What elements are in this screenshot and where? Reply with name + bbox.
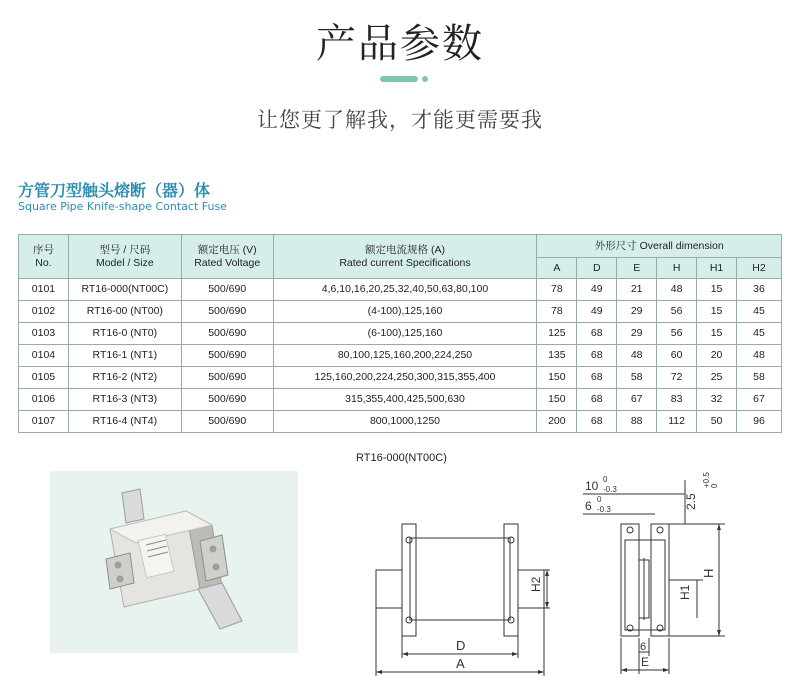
- header-dim-d: D: [577, 258, 617, 279]
- cell-d: 68: [577, 323, 617, 345]
- cell-voltage: 500/690: [181, 345, 273, 367]
- cell-a: 78: [537, 301, 577, 323]
- side-tol-10-lower: -0.3: [603, 485, 617, 494]
- cell-a: 150: [537, 389, 577, 411]
- cell-h1: 15: [697, 323, 737, 345]
- cell-h: 112: [657, 411, 697, 433]
- side-dim-10: 10: [585, 479, 599, 493]
- side-view-drawing: [575, 470, 735, 682]
- side-tol-6-upper: 0: [597, 495, 602, 504]
- cell-d: 49: [577, 279, 617, 301]
- cell-no: 0102: [19, 301, 69, 323]
- side-tol-25-lower: 0: [710, 483, 719, 488]
- cell-a: 150: [537, 367, 577, 389]
- table-row: [19, 279, 782, 301]
- cell-e: 67: [617, 389, 657, 411]
- cell-h2: 96: [737, 411, 782, 433]
- header-dim-h2: H2: [737, 258, 782, 279]
- table-row: [19, 345, 782, 367]
- table-row: [19, 367, 782, 389]
- header-no: 序号 No.: [19, 235, 69, 279]
- header-dim-h1: H1: [697, 258, 737, 279]
- side-dim-e: E: [641, 655, 650, 669]
- cell-model: RT16-00 (NT00): [68, 301, 181, 323]
- cell-h2: 36: [737, 279, 782, 301]
- header-dim-h: H: [657, 258, 697, 279]
- cell-no: 0101: [19, 279, 69, 301]
- cell-e: 29: [617, 323, 657, 345]
- cell-d: 68: [577, 389, 617, 411]
- spec-table: [18, 234, 782, 433]
- cell-h1: 15: [697, 279, 737, 301]
- side-tol-6-lower: -0.3: [597, 505, 611, 514]
- cell-e: 48: [617, 345, 657, 367]
- cell-e: 58: [617, 367, 657, 389]
- cell-no: 0106: [19, 389, 69, 411]
- cell-d: 68: [577, 367, 617, 389]
- header-voltage: 额定电压 (V) Rated Voltage: [181, 235, 273, 279]
- side-dim-6top: 6: [585, 499, 592, 513]
- cell-h: 60: [657, 345, 697, 367]
- cell-a: 78: [537, 279, 577, 301]
- cell-current: 315,355,400,425,500,630: [273, 389, 537, 411]
- front-dim-h2-label: H2: [529, 576, 543, 592]
- cell-d: 49: [577, 301, 617, 323]
- cell-h2: 45: [737, 323, 782, 345]
- cell-h: 48: [657, 279, 697, 301]
- cell-e: 21: [617, 279, 657, 301]
- side-dim-h1: H1: [678, 584, 692, 600]
- cell-current: 800,1000,1250: [273, 411, 537, 433]
- header-current: 额定电流规格 (A) Rated current Specifications: [273, 235, 537, 279]
- cell-h2: 48: [737, 345, 782, 367]
- cell-voltage: 500/690: [181, 301, 273, 323]
- cell-h2: 67: [737, 389, 782, 411]
- cell-h: 56: [657, 301, 697, 323]
- cell-d: 68: [577, 345, 617, 367]
- header-dim-a: A: [537, 258, 577, 279]
- cell-no: 0105: [19, 367, 69, 389]
- cell-h2: 58: [737, 367, 782, 389]
- cell-a: 200: [537, 411, 577, 433]
- cell-h: 83: [657, 389, 697, 411]
- title-underline-dot: [422, 76, 428, 82]
- cell-voltage: 500/690: [181, 279, 273, 301]
- front-dim-d-label: D: [456, 638, 466, 653]
- fuse-photo: [50, 471, 298, 653]
- header-dim-e: E: [617, 258, 657, 279]
- cell-model: RT16-2 (NT2): [68, 367, 181, 389]
- table-row: [19, 389, 782, 411]
- table-row: [19, 301, 782, 323]
- cell-voltage: 500/690: [181, 411, 273, 433]
- table-row: [19, 411, 782, 433]
- cell-model: RT16-1 (NT1): [68, 345, 181, 367]
- cell-no: 0107: [19, 411, 69, 433]
- cell-model: RT16-3 (NT3): [68, 389, 181, 411]
- header-dimension: 外形尺寸 Overall dimension: [537, 235, 782, 258]
- cell-h: 56: [657, 323, 697, 345]
- cell-current: (4-100),125,160: [273, 301, 537, 323]
- cell-h1: 25: [697, 367, 737, 389]
- cell-no: 0103: [19, 323, 69, 345]
- cell-h2: 45: [737, 301, 782, 323]
- cell-a: 135: [537, 345, 577, 367]
- cell-e: 88: [617, 411, 657, 433]
- cell-model: RT16-4 (NT4): [68, 411, 181, 433]
- cell-current: 80,100,125,160,200,224,250: [273, 345, 537, 367]
- cell-a: 125: [537, 323, 577, 345]
- cell-h1: 32: [697, 389, 737, 411]
- side-dim-2-5: 2.5: [684, 493, 698, 510]
- side-tol-25-upper: +0.5: [702, 472, 711, 488]
- cell-no: 0104: [19, 345, 69, 367]
- cell-h1: 15: [697, 301, 737, 323]
- side-tol-10-upper: 0: [603, 475, 608, 484]
- cell-model: RT16-0 (NT0): [68, 323, 181, 345]
- cell-current: 4,6,10,16,20,25,32,40,50,63,80,100: [273, 279, 537, 301]
- cell-model: RT16-000(NT00C): [68, 279, 181, 301]
- product-name-cn: 方管刀型触头熔断（器）体: [18, 181, 211, 200]
- page-subtitle: 让您更了解我，才能更需要我: [257, 108, 543, 132]
- cell-voltage: 500/690: [181, 323, 273, 345]
- table-row: [19, 323, 782, 345]
- cell-current: 125,160,200,224,250,300,315,355,400: [273, 367, 537, 389]
- cell-h1: 50: [697, 411, 737, 433]
- product-name-en: Square Pipe Knife-shape Contact Fuse: [18, 200, 227, 213]
- cell-current: (6-100),125,160: [273, 323, 537, 345]
- cell-h1: 20: [697, 345, 737, 367]
- cell-voltage: 500/690: [181, 389, 273, 411]
- cell-voltage: 500/690: [181, 367, 273, 389]
- title-underline-bar: [380, 76, 418, 82]
- side-dim-h: H: [701, 568, 716, 578]
- front-dim-a-label: A: [456, 656, 465, 671]
- cell-d: 68: [577, 411, 617, 433]
- cell-h: 72: [657, 367, 697, 389]
- header-model: 型号 / 尺码 Model / Size: [68, 235, 181, 279]
- front-view-drawing: [370, 500, 550, 682]
- cell-e: 29: [617, 301, 657, 323]
- drawing-label: RT16-000(NT00C): [356, 452, 447, 464]
- side-dim-6: 6: [640, 641, 647, 653]
- page-title: 产品参数: [316, 21, 484, 67]
